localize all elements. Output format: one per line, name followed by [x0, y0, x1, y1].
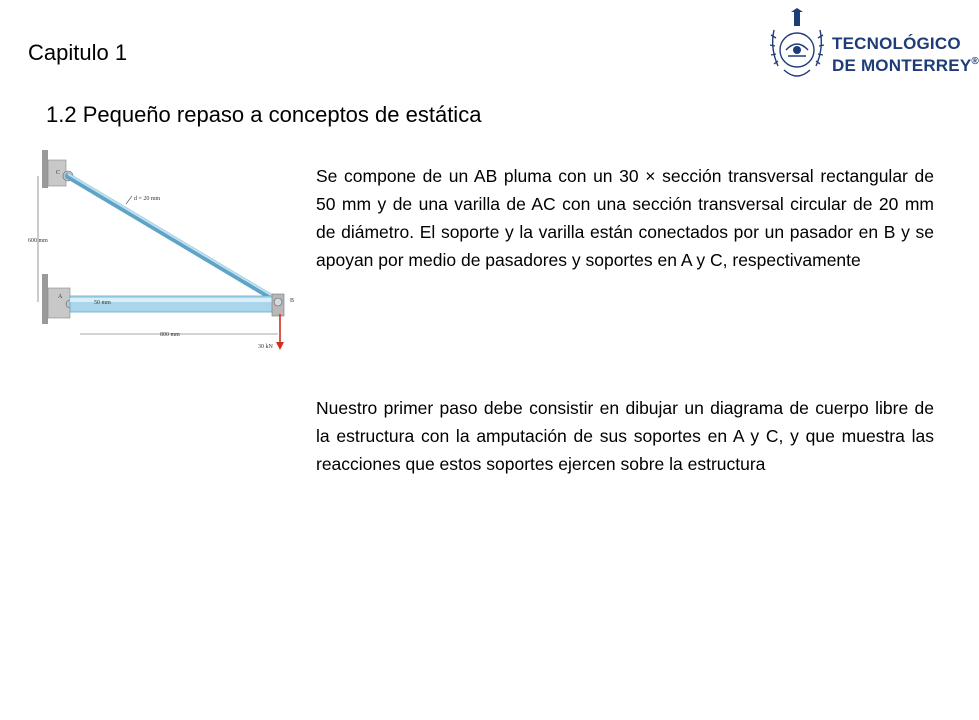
section-title: 1.2 Pequeño repaso a conceptos de estática	[46, 102, 482, 127]
tec-monterrey-logo	[764, 8, 979, 88]
rod-bc	[68, 176, 276, 300]
label-b: B	[290, 298, 295, 304]
seal-icon	[764, 8, 830, 88]
logo-line-2-text: DE MONTERREY	[832, 56, 972, 75]
structure-figure	[28, 148, 300, 358]
force-label: 30 kN	[258, 344, 273, 350]
support-c	[42, 150, 73, 188]
label-a: A	[58, 294, 63, 300]
chapter-heading: Capitulo 1	[28, 40, 128, 65]
dim-600: 600 mm	[28, 238, 48, 244]
label-c: C	[56, 170, 61, 176]
paragraph-problem-statement: Se compone de un AB pluma con un 30 × sección transversal rectangular de 50 mm y de una varilla de AC con una sección transversal circular de 20 mm de diámetro. El soporte y la varilla están conectados por un pasador en B y se apoyan por medio de pasadores y soportes en A y C, respectivamente	[316, 166, 934, 270]
registered-mark: ®	[971, 56, 979, 67]
logo-line-1: TECNOLÓGICO	[832, 34, 961, 53]
force-arrowhead	[276, 342, 284, 350]
dim-800: 800 mm	[160, 332, 180, 338]
paragraph-free-body-diagram: Nuestro primer paso debe consistir en dibujar un diagrama de cuerpo libre de la estructura con la amputación de sus soportes en A y C, y que muestra las reacciones que estos soportes ejercen sobre la estructura	[316, 398, 934, 474]
logo-line-2	[832, 56, 979, 76]
dim-50: 50 mm	[94, 300, 111, 306]
dim-d: d = 20 mm	[134, 196, 161, 202]
